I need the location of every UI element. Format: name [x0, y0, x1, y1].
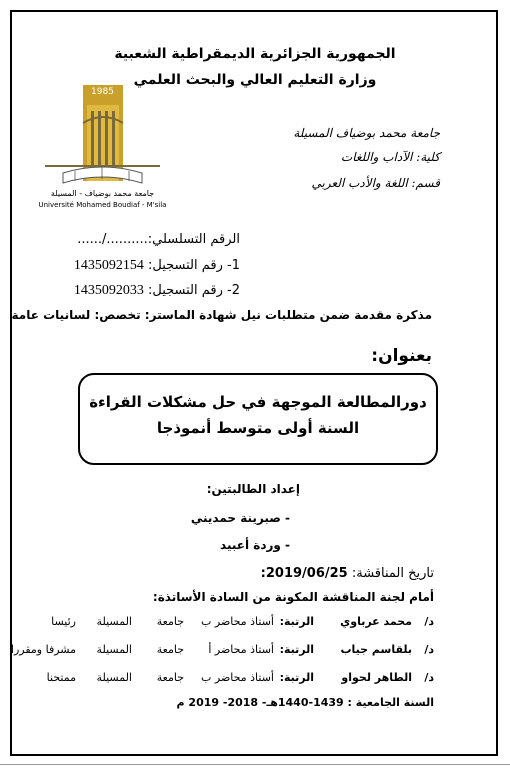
university-name: جامعة محمد بوضياف المسيلة — [293, 126, 440, 140]
member-name: بلقاسم جياب — [340, 643, 412, 656]
prepared-by-label: إعداد الطالبتين: — [206, 482, 300, 496]
member-role: رئيسا — [51, 615, 76, 628]
member-university: جامعة — [156, 643, 184, 656]
member-rank-label: الرتبة: — [279, 671, 314, 684]
member-rank: أستاذ محاضر ب — [201, 671, 274, 684]
discussion-date-label: تاريخ المناقشة: — [351, 566, 434, 581]
thesis-title-line-2: السنة أولى متوسط أنموذجا — [156, 419, 360, 437]
member-name: الطاهر لحواو — [341, 671, 412, 684]
logo-name-arabic: جامعة محمد بوضياف - المسيلة — [50, 189, 155, 198]
committee-row — [0, 643, 434, 661]
registration-value: 1435092154 — [73, 258, 144, 273]
registration-2 — [74, 283, 240, 299]
memo-description: مذكرة مقدمة ضمن متطلبات نيل شهادة الماستر: تخصص: لسانيات عامة — [11, 308, 432, 322]
page-bottom-divider — [0, 764, 510, 765]
member-role: ممتحنا — [46, 671, 76, 684]
member-role: مشرفا ومقررا — [10, 643, 76, 656]
thesis-title-line-1: دورالمطالعة الموجهة في حل مشكلات القراءة — [89, 393, 427, 411]
discussion-date — [261, 566, 434, 581]
member-university: جامعة — [156, 671, 184, 684]
ministry-heading: وزارة التعليم العالي والبحث العلمي — [133, 72, 377, 88]
member-prefix: د/ — [424, 671, 434, 684]
member-city: المسيلة — [96, 671, 132, 684]
registration-1 — [74, 258, 240, 274]
logo-name-french: Université Mohamed Boudiaf - M'sila — [38, 201, 167, 209]
member-prefix: د/ — [424, 643, 434, 656]
student-1: - صبرينة حمديني — [190, 511, 290, 525]
committee-heading: أمام لجنة المناقشة المكونة من السادة الأساتذة: — [152, 590, 434, 604]
discussion-date-value: 2019/06/25: — [260, 566, 348, 581]
member-rank-label: الرتبة: — [279, 615, 314, 628]
member-rank: أستاذ محاضر أ — [208, 643, 274, 656]
serial-number: الرقم التسلسلي:........../...... — [77, 232, 240, 247]
registration-label: 2- رقم التسجيل: — [147, 283, 240, 298]
republic-heading: الجمهورية الجزائرية الديمقراطية الشعبية — [114, 46, 396, 62]
logo-year: 1985 — [91, 87, 114, 97]
member-city: المسيلة — [96, 643, 132, 656]
member-name: محمد عرباوي — [340, 615, 412, 628]
title-label: بعنوان: — [371, 346, 432, 366]
committee-row — [0, 615, 434, 633]
member-rank-label: الرتبة: — [279, 643, 314, 656]
thesis-title-box — [78, 373, 438, 465]
registration-value: 1435092033 — [73, 283, 144, 298]
academic-year: السنة الجامعية : 1439-1440هـ- 2018- 2019 م — [176, 696, 434, 709]
university-logo — [38, 85, 167, 215]
member-prefix: د/ — [424, 615, 434, 628]
member-university: جامعة — [156, 615, 184, 628]
committee-row — [0, 671, 434, 689]
registration-label: 1- رقم التسجيل: — [147, 258, 240, 273]
member-rank: أستاذ محاضر ب — [201, 615, 274, 628]
member-city: المسيلة — [96, 615, 132, 628]
faculty-name: كلية: الآداب واللغات — [340, 150, 440, 164]
department-name: قسم: اللغة والأدب العربي — [311, 176, 440, 190]
student-2: - وردة أعبيد — [220, 538, 290, 552]
